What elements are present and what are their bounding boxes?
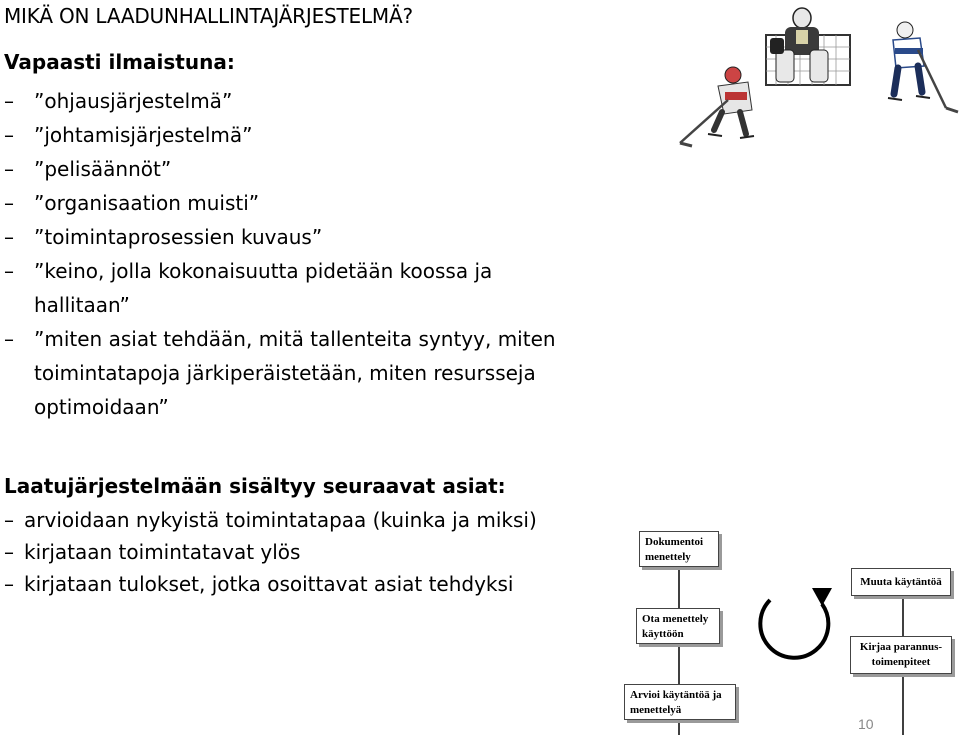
list-item: – arvioidaan nykyistä toimintatapaa (kuinka ja miksi) [4,508,537,532]
box-record-improvements: Kirjaa parannus-toimenpiteet [850,636,952,674]
box-adopt-procedure: Ota menettely käyttöön [636,608,720,644]
contents-list [4,504,537,600]
list-item: – ”miten asiat tehdään, mitä tallenteita syntyy, miten [4,327,556,351]
skater-left-icon [680,67,754,146]
list-item: – ”ohjausjärjestelmä” [4,89,233,113]
list-item: – kirjataan tulokset, jotka osoittavat asiat tehdyksi [4,572,514,596]
skater-right-icon [888,22,958,112]
section-heading-free: Vapaasti ilmaistuna: [4,50,235,74]
list-item: – ”johtamisjärjestelmä” [4,123,253,147]
box-change-practice: Muuta käytäntöä [851,568,951,596]
list-item: – kirjataan toimintatavat ylös [4,540,301,564]
goal-net-icon [766,35,850,85]
list-item: – ”toimintaprosessien kuvaus” [4,225,323,249]
list-item-continuation: optimoidaan” [34,395,169,419]
section-heading-contents: Laatujärjestelmään sisältyy seuraavat asiat: [4,474,506,498]
page-title: MIKÄ ON LAADUNHALLINTAJÄRJESTELMÄ? [4,4,413,28]
list-item-continuation: hallitaan” [34,293,130,317]
list-item: – ”organisaation muisti” [4,191,260,215]
goalie-icon [770,8,828,82]
list-item-continuation: toimintatapoja järkiperäistetään, miten resursseja [34,361,536,385]
list-item: – ”keino, jolla kokonaisuutta pidetään koossa ja [4,259,493,283]
page-number: 10 [858,716,874,732]
box-document-procedure: Dokumentoi menettely [639,531,719,567]
cycle-arrow-icon [760,588,832,658]
box-evaluate-practice: Arvioi käytäntöä ja menettelyä [624,684,736,720]
definition-list [4,84,556,424]
list-item: – ”pelisäännöt” [4,157,172,181]
